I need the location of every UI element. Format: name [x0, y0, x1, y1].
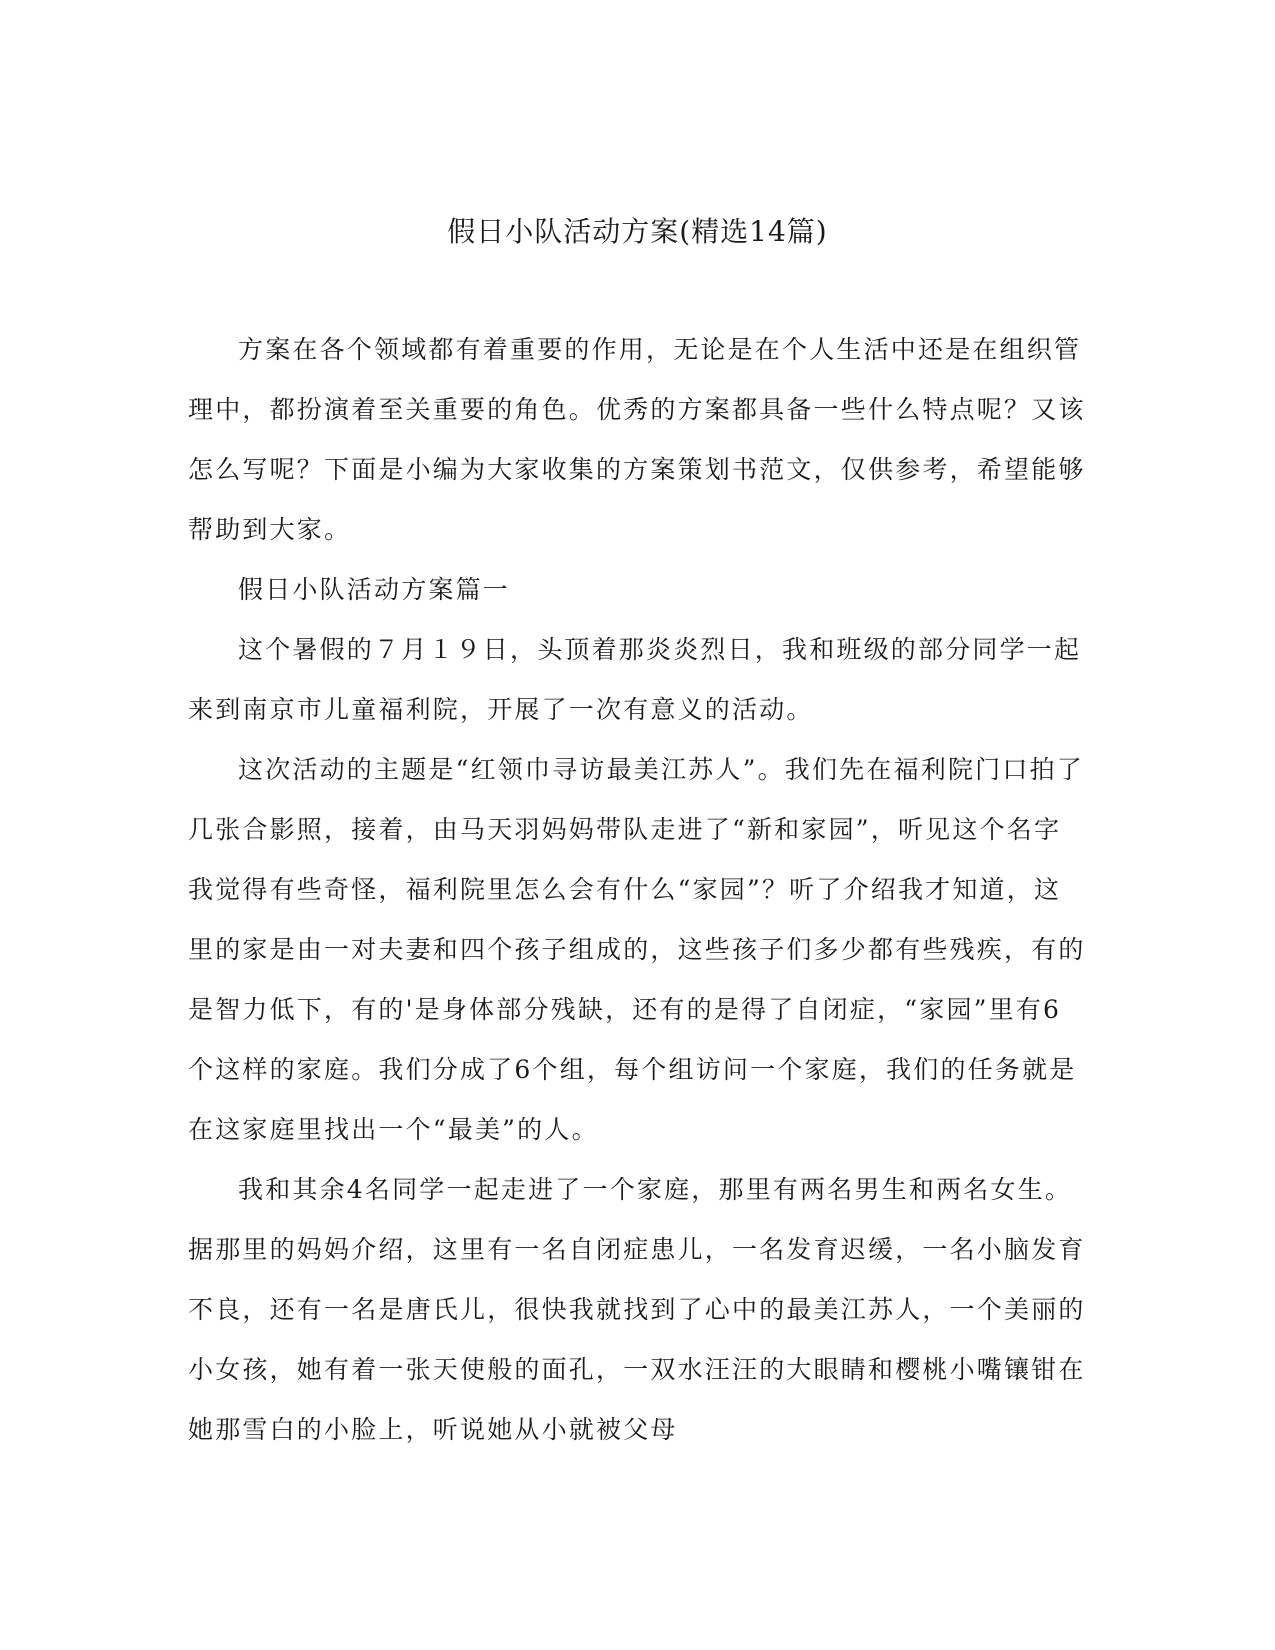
section-heading: 假日小队活动方案篇一 [238, 575, 511, 604]
body-paragraph: 这次活动的主题是“红领巾寻访最美江苏人”。我们先在福利院门口拍了几张合影照，接着，由马天羽妈妈带队走进了“新和家园”，听见这个名字我觉得有些奇怪，福利院里怎么会有什么“家园”？听了介绍我才知道，这里的家是由一对夫妻和四个孩子组成的，这些孩子们多少都有些残疾，有的是智力低下，有的'是身体部分残缺，还有的是得了自闭症，“家园”里有6个这样的家庭。我们分成了6个组，每个组访问一个家庭，我们的任务就是在这家庭里找出一个“最美”的人。 [188, 755, 1086, 1144]
body-paragraph: 这个暑假的７月１９日，头顶着那炎炎烈日，我和班级的部分同学一起来到南京市儿童福利院，开展了一次有意义的活动。 [188, 635, 1082, 724]
document-title: 假日小队活动方案(精选14篇) [447, 215, 828, 248]
body-paragraph: 我和其余4名同学一起走进了一个家庭，那里有两名男生和两名女生。据那里的妈妈介绍，这里有一名自闭症患儿，一名发育迟缓，一名小脑发育不良，还有一名是唐氏儿，很快我就找到了心中的最美江苏人，一个美丽的小女孩，她有着一张天使般的面孔，一双水汪汪的大眼睛和樱桃小嘴镶钳在她那雪白的小脸上，听说她从小就被父母 [188, 1175, 1086, 1444]
intro-paragraph: 方案在各个领域都有着重要的作用，无论是在个人生活中还是在组织管理中，都扮演着至关重要的角色。优秀的方案都具备一些什么特点呢？又该怎么写呢？下面是小编为大家收集的方案策划书范文，仅供参考，希望能够帮助到大家。 [188, 335, 1086, 544]
document-body [188, 320, 1088, 1460]
